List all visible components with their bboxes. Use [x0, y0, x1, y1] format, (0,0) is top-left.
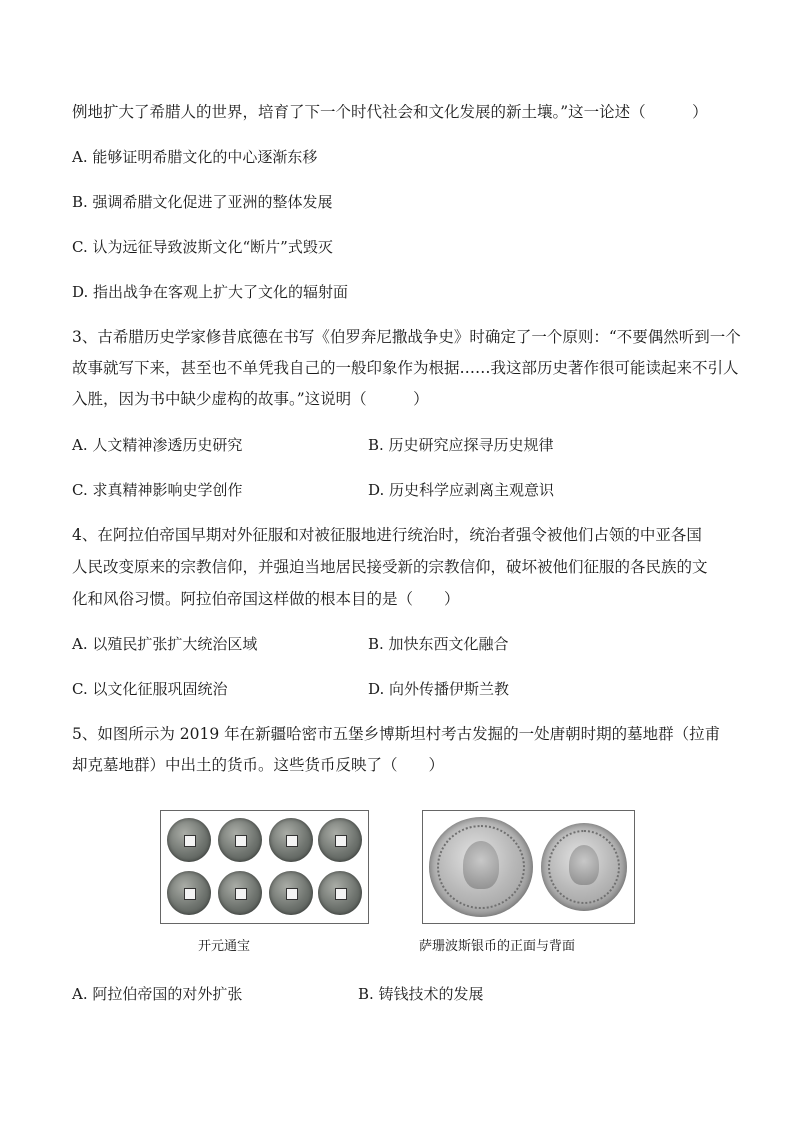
bronze-coin-icon	[318, 871, 362, 915]
q3-option-b: B. 历史研究应探寻历史规律	[368, 436, 554, 454]
q2-option-d: D. 指出战争在客观上扩大了文化的辐射面	[72, 283, 349, 301]
bronze-coin-icon	[218, 871, 262, 915]
kaiyuan-tongbao-photo	[160, 810, 369, 924]
q4-option-a: A. 以殖民扩张扩大统治区域	[72, 635, 258, 653]
bronze-coin-icon	[269, 871, 313, 915]
bronze-coin-icon	[318, 818, 362, 862]
q5-stem-line-1: 5、如图所示为 2019 年在新疆哈密市五堡乡博斯坦村考古发掘的一处唐朝时期的墓地群（拉甫	[72, 725, 721, 743]
bronze-coin-icon	[167, 818, 211, 862]
q3-stem-line-3: 入胜，因为书中缺少虚构的故事。”这说明（ ）	[72, 390, 429, 408]
q5-option-b: B. 铸钱技术的发展	[358, 985, 484, 1003]
q3-stem-line-2: 故事就写下来，甚至也不单凭我自己的一般印象作为根据……我这部历史著作很可能读起来不引人	[72, 359, 739, 377]
q2-option-a: A. 能够证明希腊文化的中心逐渐东移	[72, 148, 318, 166]
q2-stem-end: 例地扩大了希腊人的世界，培育了下一个时代社会和文化发展的新土壤。”这一论述（ ）	[72, 103, 708, 121]
caption-kaiyuan-tongbao: 开元通宝	[198, 939, 251, 954]
q3-option-d: D. 历史科学应剥离主观意识	[368, 481, 555, 499]
caption-sasanian-coins: 萨珊波斯银币的正面与背面	[419, 939, 576, 954]
q4-option-d: D. 向外传播伊斯兰教	[368, 680, 510, 698]
q5-stem-line-2: 却克墓地群）中出土的货币。这些货币反映了（ ）	[72, 756, 445, 774]
q2-option-b: B. 强调希腊文化促进了亚洲的整体发展	[72, 193, 333, 211]
bronze-coin-icon	[167, 871, 211, 915]
q3-option-c: C. 求真精神影响史学创作	[72, 481, 243, 499]
q4-stem-line-1: 4、在阿拉伯帝国早期对外征服和对被征服地进行统治时，统治者强令被他们占领的中亚各国	[72, 526, 702, 544]
bronze-coin-icon	[269, 818, 313, 862]
q4-option-c: C. 以文化征服巩固统治	[72, 680, 228, 698]
silver-coin-obverse-icon	[429, 817, 533, 917]
q5-option-a: A. 阿拉伯帝国的对外扩张	[72, 985, 243, 1003]
q4-stem-line-2: 人民改变原来的宗教信仰，并强迫当地居民接受新的宗教信仰，破坏被他们征服的各民族的文	[72, 558, 708, 576]
q4-stem-line-3: 化和风俗习惯。阿拉伯帝国这样做的根本目的是（ ）	[72, 590, 460, 608]
silver-coin-reverse-icon	[541, 823, 627, 911]
bronze-coin-icon	[218, 818, 262, 862]
q4-option-b: B. 加快东西文化融合	[368, 635, 509, 653]
sasanian-silver-coin-photo	[422, 810, 635, 924]
q2-option-c: C. 认为远征导致波斯文化“断片”式毁灭	[72, 238, 333, 256]
q3-option-a: A. 人文精神渗透历史研究	[72, 436, 243, 454]
q3-stem-line-1: 3、古希腊历史学家修昔底德在书写《伯罗奔尼撒战争史》时确定了一个原则：“不要偶然听到一个	[72, 328, 741, 346]
